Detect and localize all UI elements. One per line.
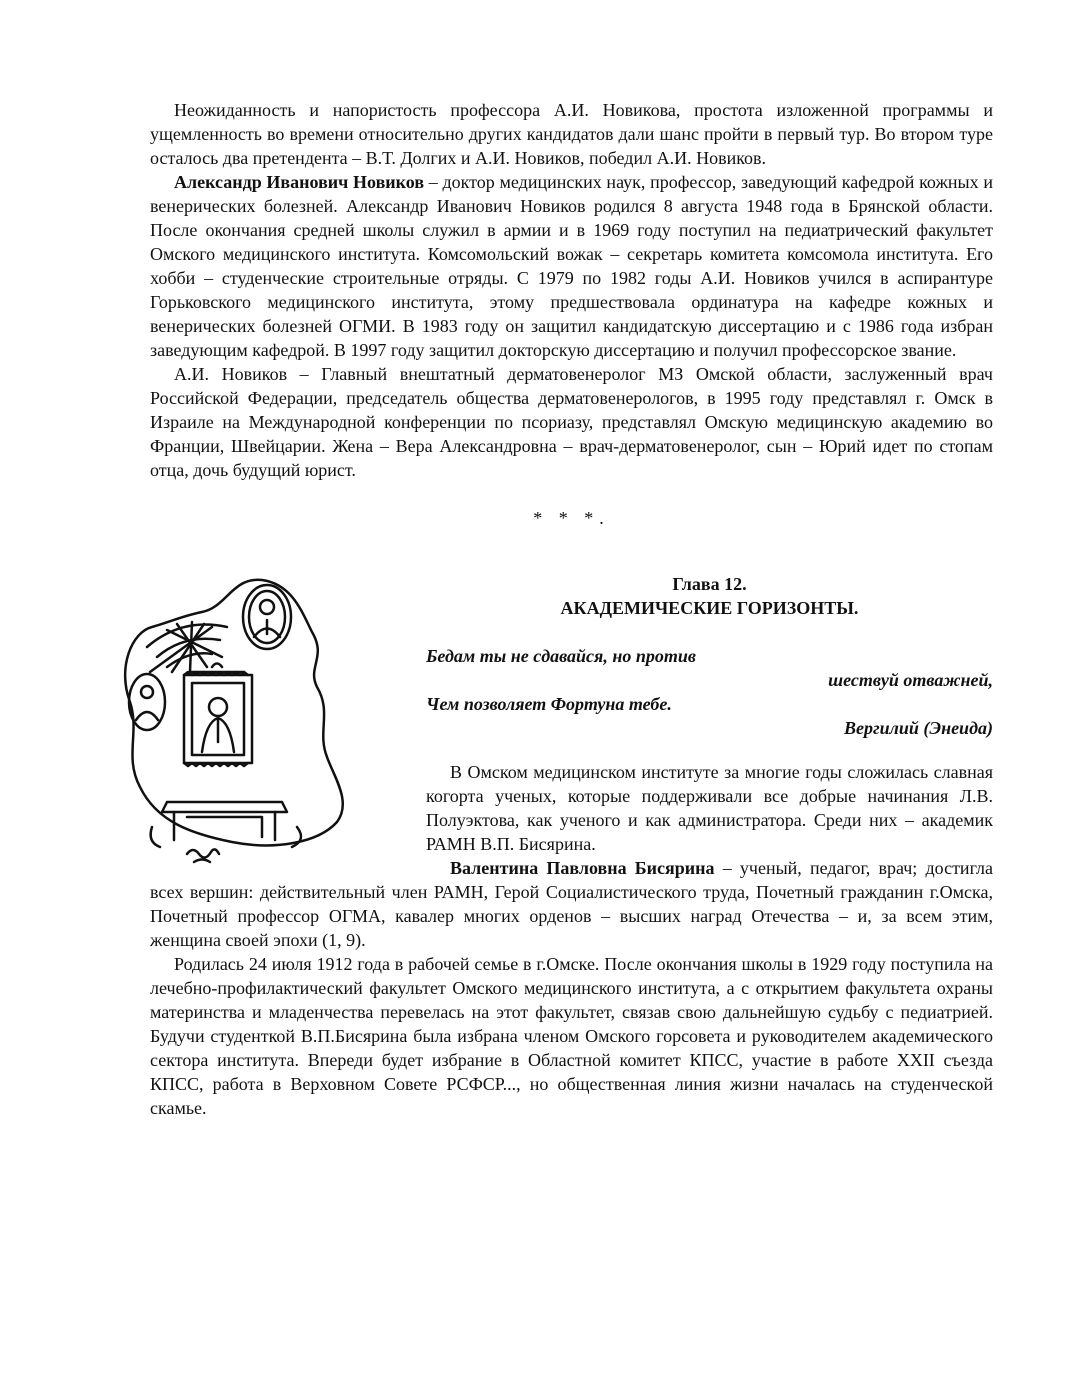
paragraph-novikov-achievements: А.И. Новиков – Главный внештатный дерматовенеролог МЗ Омской области, заслуженный врач Российской Федерации, председатель общества дерматовенерологов, в 1995 году представлял г. Омск в Израиле на Международной конференции по псориазу, представлял Омскую медицинскую академию во Франции, Швейцарии. Жена – Вера Александровна – врач-дерматовенеролог, сын – Юрий идет по стопам отца, дочь будущий юрист. <box>150 364 993 480</box>
epigraph-author: Вергилий (Энеида) <box>843 718 993 738</box>
bisyarina-name: Валентина Павловна Бисярина <box>450 858 715 878</box>
chapter-title: АКАДЕМИЧЕСКИЕ ГОРИЗОНТЫ. <box>560 598 859 618</box>
epigraph-line-3: Чем позволяет Фортуна тебе. <box>426 694 672 714</box>
novikov-bio-text: – доктор медицинских наук, профессор, заведующий кафедрой кожных и венерических болезней. Александр Иванович Новиков родился 8 августа 1948 года в Брянской области. После окончания средней школы служил в армии и в 1969 году поступил на педиатрический факультет Омского медицинского института. Комсомольский вожак – секретарь комитета комсомола института. Его хобби – студенческие строительные отряды. С 1979 по 1982 годы А.И. Новиков учился в аспирантуре Горьковского медицинского института, этому предшествовала ординатура на кафедре кожных и венерических болезней ОГМИ. В 1983 году он защитил кандидатскую диссертацию и с 1986 года избран заведующим кафедрой. В 1997 году защитил докторскую диссертацию и получил профессорское звание. <box>150 172 993 360</box>
chapter-right-column <box>426 572 993 856</box>
epigraph-line-1: Бедам ты не сдавайся, но против <box>426 646 696 666</box>
epigraph <box>426 644 993 740</box>
chapter-illustration <box>112 572 362 872</box>
paragraph-novikov-bio <box>150 170 993 362</box>
paragraph-bisyarina-biography: Родилась 24 июля 1912 года в рабочей семье в г.Омске. После окончания школы в 1929 году поступила на лечебно-профилактический факультет Омского медицинского института, а с открытием факультета охраны материнства и младенчества перевелась на этот факультет, связав свою дальнейшую судьбу с педиатрией. Будучи студенткой В.П.Бисярина была избрана членом Омского горсовета и руководителем академического сектора института. Впереди будет избрание в Областной комитет КПСС, участие в работе XXII съезда КПСС, работа в Верховном Совете РСФСР..., но общественная линия жизни началась на студенческой скамье. <box>150 954 993 1118</box>
paragraph-omsk-institute: В Омском медицинском институте за многие годы сложилась славная когорта ученых, которые поддерживали все добрые начинания Л.В. Полуэктова, как ученого и как администратора. Среди них – академик РАМН В.П. Бисярина. <box>426 762 993 854</box>
chapter-number: Глава 12. <box>672 574 747 594</box>
document-page <box>150 98 993 1120</box>
epigraph-line-2: шествуй отважней, <box>828 670 993 690</box>
paragraph-election: Неожиданность и напористость профессора А.И. Новикова, простота изложенной программы и ущемленность во времени относительно других кандидатов дали шанс пройти в первый тур. Во втором туре осталось два претендента – В.Т. Долгих и А.И. Новиков, победил А.И. Новиков. <box>150 100 993 168</box>
bisyarina-text: – ученый, педагог, врач; достигла всех вершин: действительный член РАМН, Герой Социалистического труда, Почетный гражданин г.Омска, Почетный профессор ОГМА, кавалер многих орденов – высших наград Отечества – и, за всем этим, женщина своей эпохи (1, 9). <box>150 858 994 950</box>
chapter-block <box>150 572 993 856</box>
section-separator: * * *. <box>533 508 610 528</box>
novikov-name: Александр Иванович Новиков <box>174 172 425 192</box>
